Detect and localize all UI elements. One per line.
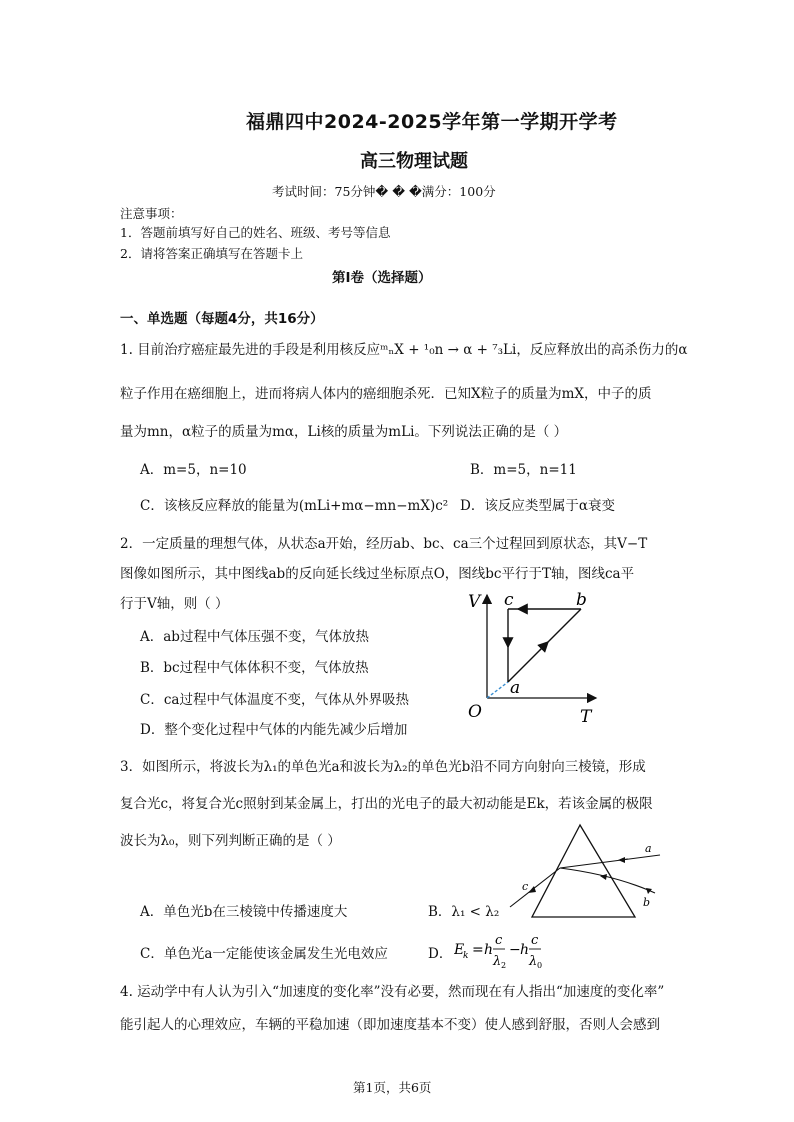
exam-info: 考试时间：75分钟� � �满分：100分 [272,184,496,199]
q3-option-b: B．λ₁ < λ₂ [428,904,500,920]
q4-line-2: 能引起人的心理效应，车辆的平稳加速（即加速度基本不变）使人感到舒服，否则人会感到 [120,1017,660,1033]
q1-line-1 [120,338,687,358]
svg-text:−: − [509,942,521,958]
svg-text:2: 2 [501,961,507,970]
notes-item: 2．请将答案正确填写在答题卡上 [120,246,303,261]
svg-text:h: h [484,942,494,958]
section-title: 一、单选题（每题4分，共16分） [120,311,324,327]
q1-option-c: C．该核反应释放的能量为(mLi+mα−mn−mX)c² [140,498,449,514]
q3-line-3: 波长为λ₀，则下列判断正确的是（ ） [120,833,341,849]
v-label: V [468,592,481,612]
ray-b-label: b [643,896,651,909]
q1-text-post: ，反应释放出的高杀伤力的α [516,342,688,358]
q1-line-3: 量为mn，α粒子的质量为mα，Li核的质量为mLi。下列说法正确的是（ ） [120,424,568,440]
prism-diagram [500,820,675,925]
q2-option-d: D．整个变化过程中气体的内能先减少后增加 [140,722,408,738]
arrow-ab [540,642,548,650]
q2-line-1: 2．一定质量的理想气体，从状态a开始，经历ab、bc、ca三个过程回到原状态，其V−T [120,536,648,552]
svg-text:λ: λ [529,954,538,969]
notes-heading: 注意事项： [120,206,183,221]
svg-text:λ: λ [493,954,502,969]
q1-reaction: ᵐₙX + ¹₀n → α + ⁷₃Li [380,342,517,358]
svg-text:c: c [531,933,539,948]
q3-option-d [428,942,452,962]
svg-text:E: E [454,942,465,958]
q3-option-c: C．单色光a一定能使该金属发生光电效应 [140,946,388,962]
q1-option-b: B．m=5，n=11 [470,462,577,478]
svg-text:h: h [520,942,530,958]
notes-item: 1．答题前填写好自己的姓名、班级、考号等信息 [120,225,391,240]
vt-diagram [460,585,610,725]
point-a-label: a [510,678,521,698]
exam-subtitle: 高三物理试题 [360,151,468,172]
prism [532,825,635,917]
svg-text:0: 0 [537,961,543,970]
q2-option-b: B．bc过程中气体体积不变，气体放热 [140,660,369,676]
svg-text:k: k [463,951,469,961]
point-b-label: b [576,590,587,610]
svg-text:c: c [495,933,503,948]
ray-a-label: a [645,842,652,855]
q2-option-a: A．ab过程中气体压强不变，气体放热 [140,629,369,645]
ab-extension [487,682,508,698]
part-title: 第Ⅰ卷（选择题） [332,270,432,286]
q2-option-c: C．ca过程中气体温度不变，气体从外界吸热 [140,692,409,708]
q3-option-a: A．单色光b在三棱镜中传播速度大 [140,904,348,920]
t-label: T [580,707,592,725]
q3-option-d-formula [454,930,564,970]
q1-text: 1. 目前治疗癌症最先进的手段是利用核反应 [120,342,381,358]
point-c-label: c [504,590,514,610]
q3-line-2: 复合光c，将复合光c照射到某金属上，打出的光电子的最大初动能是Ek，若该金属的极限 [120,796,653,812]
ray-c [510,868,560,907]
q3-option-d-prefix: D． [428,946,453,962]
svg-text:=: = [472,942,484,958]
q3-line-1: 3．如图所示，将波长为λ₁的单色光a和波长为λ₂的单色光b沿不同方向射向三棱镜，形成 [120,759,646,775]
q2-line-3: 行于V轴，则（ ） [120,596,229,612]
q2-line-2: 图像如图所示，其中图线ab的反向延长线过坐标原点O，图线bc平行于T轴，图线ca平 [120,566,635,582]
q1-line-2: 粒子作用在癌细胞上，进而将病人体内的癌细胞杀死．已知X粒子的质量为mX，中子的质 [120,386,652,402]
page-footer: 第1页，共6页 [353,1080,432,1095]
exam-title: 福鼎四中2024-2025学年第一学期开学考 [246,111,618,133]
q1-option-a: A．m=5，n=10 [140,462,247,478]
q1-option-d: D．该反应类型属于α衰变 [460,498,615,514]
q4-line-1: 4. 运动学中有人认为引入“加速度的变化率”没有必要，然而现在有人指出“加速度的变化率” [120,984,665,1000]
ray-c-label: c [522,880,529,893]
ray-a [560,855,660,868]
o-label: O [468,702,482,722]
